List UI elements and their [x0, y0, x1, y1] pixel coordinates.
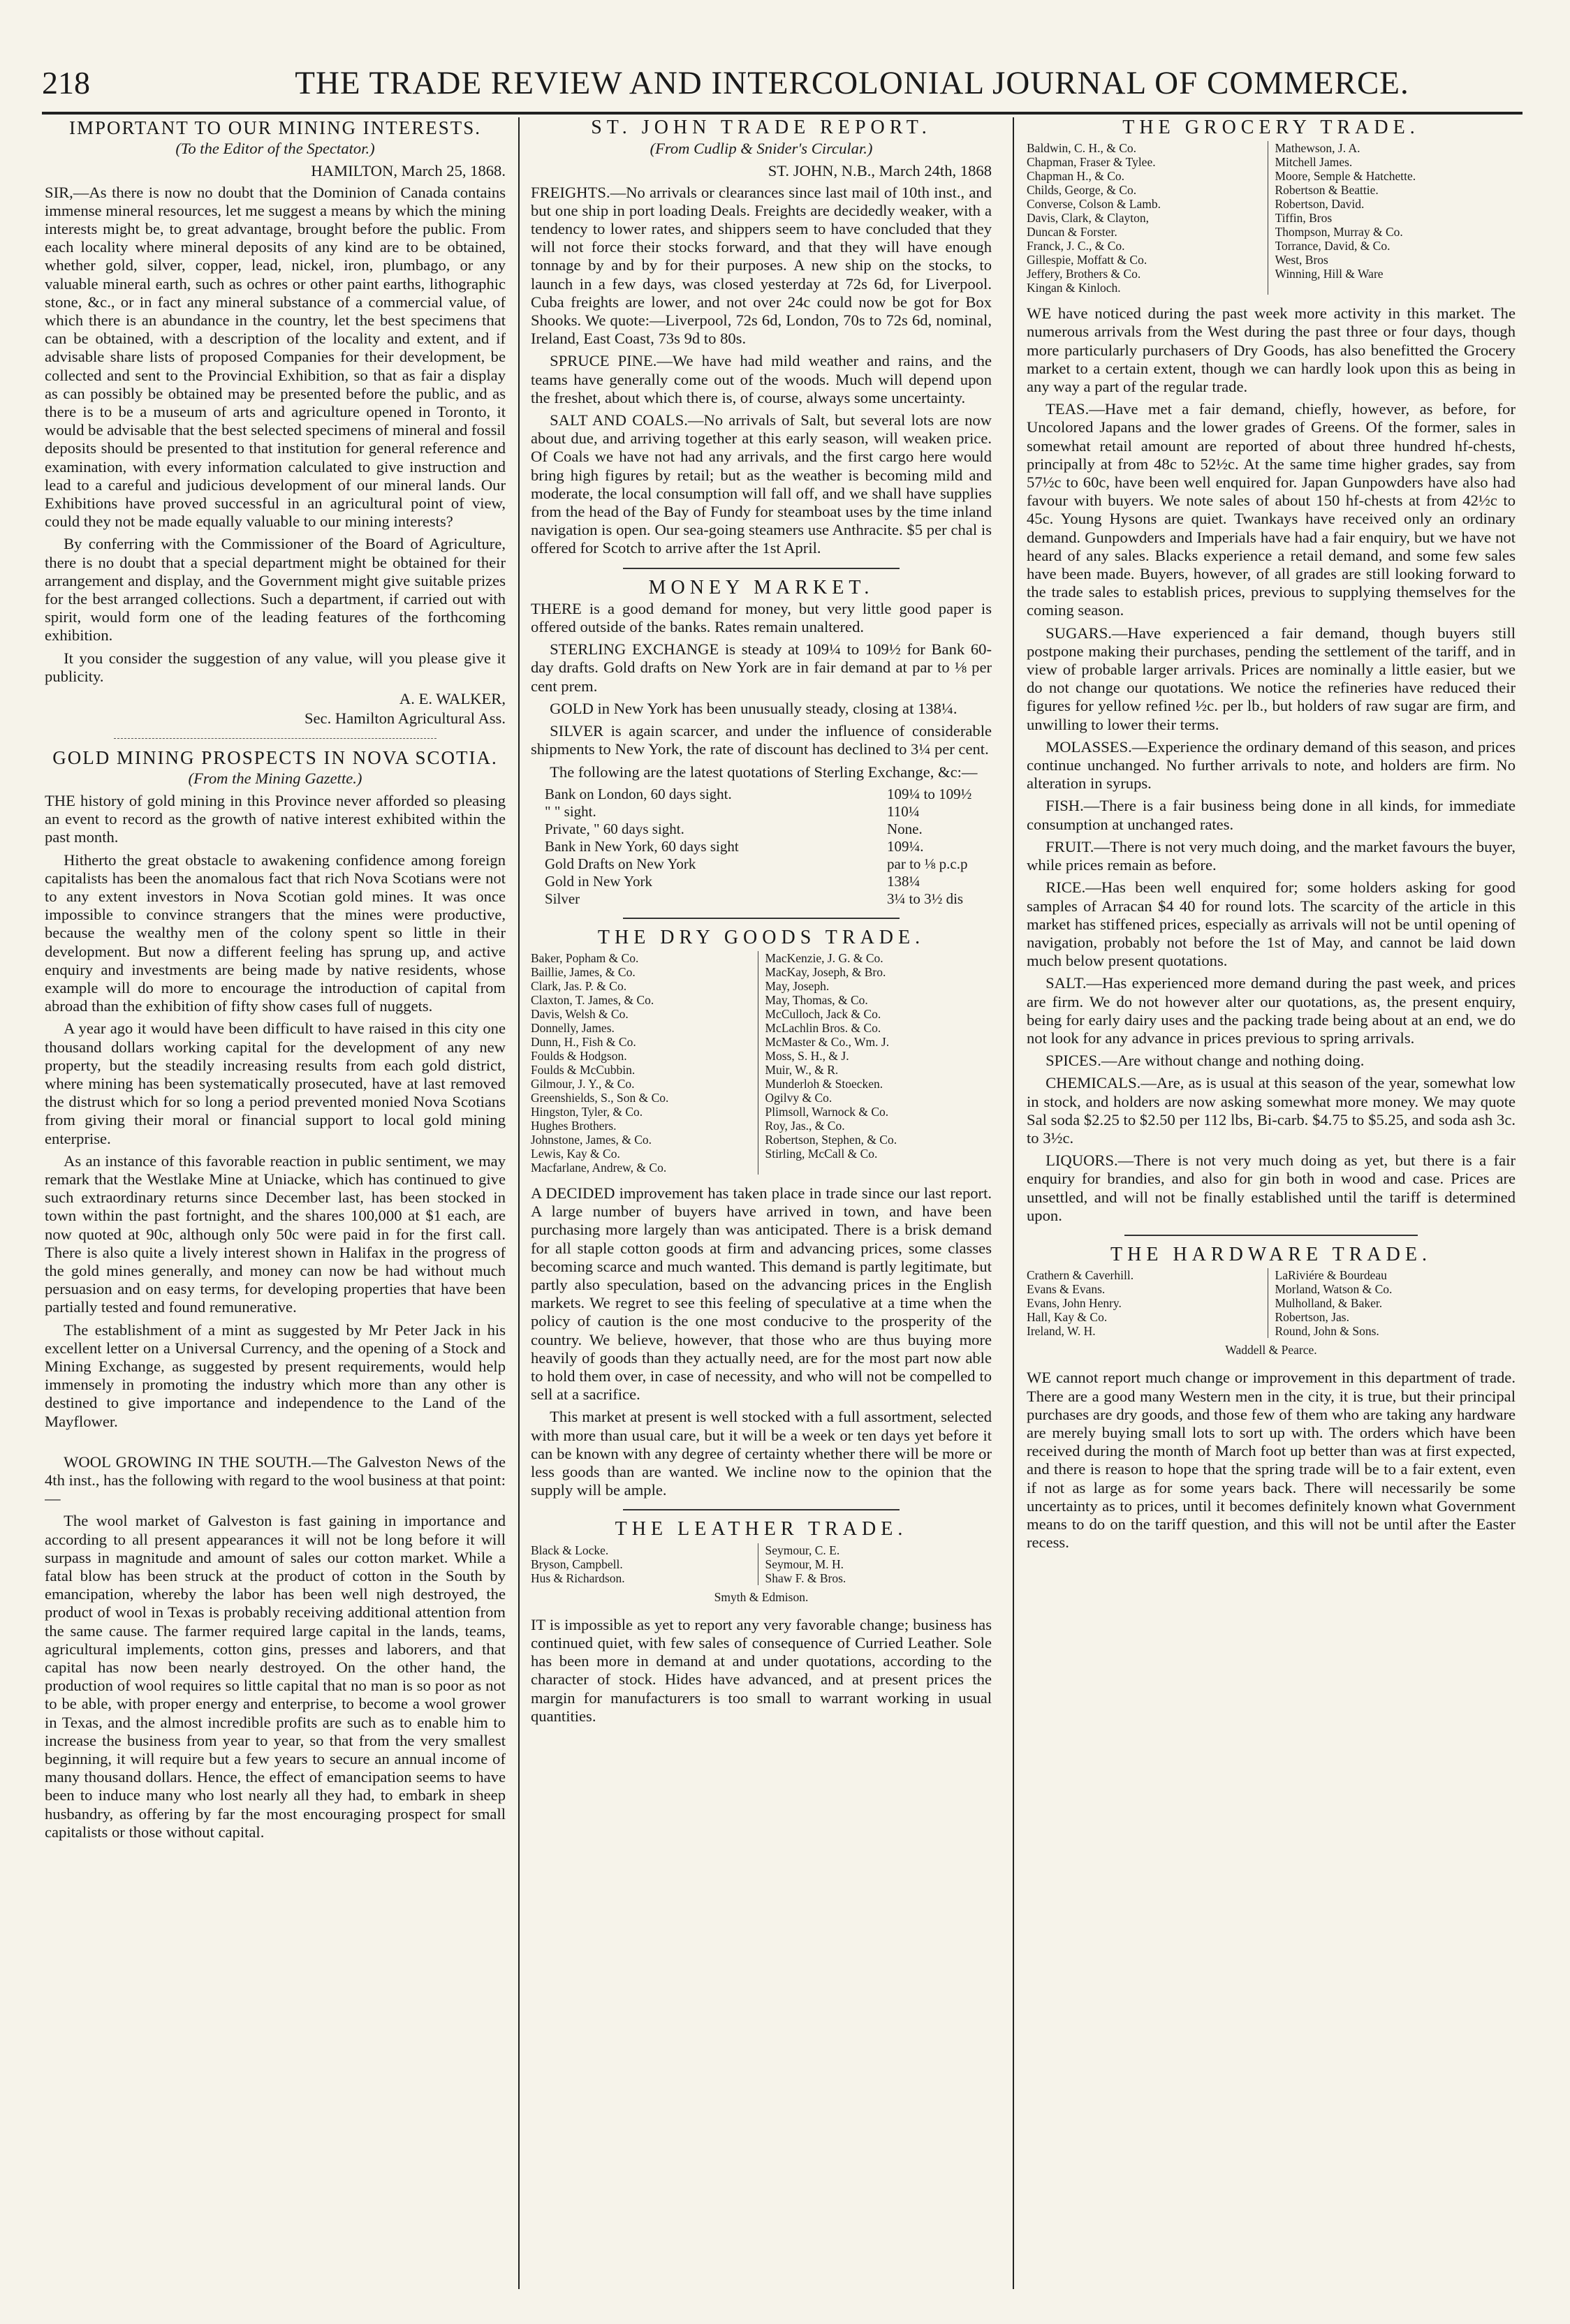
firm-name: Chapman, Fraser & Tylee.: [1027, 155, 1156, 170]
firm-list-left: [1027, 141, 1268, 295]
mining-signature-title: Sec. Hamilton Agricultural Ass.: [304, 709, 506, 728]
gold-paragraph: The establishment of a mint as suggested by Mr Peter Jack in his excellent letter on a Universal Currency, and the opening of a Stock and Mining Exchange, as suggested by present requirements, would help immensely in promoting the industry which more than any other is destined to give importance and independence to the Land of the Mayflower.: [45, 1321, 506, 1430]
firm-name: Torrance, David, & Co.: [1275, 239, 1391, 253]
firm-name: Moore, Semple & Hatchette.: [1275, 169, 1416, 184]
wool-paragraph: WOOL GROWING IN THE SOUTH.—The Galveston News of the 4th inst., has the following with regard to the wool business at that point:—: [45, 1452, 506, 1508]
firm-name: Muir, W., & R.: [765, 1062, 839, 1077]
grocery-firm-list: [1027, 141, 1516, 295]
column-2: [531, 119, 992, 2290]
firm-list-left: [531, 1543, 758, 1585]
firm-name: Moss, S. H., & J.: [765, 1048, 849, 1063]
firm-name: LaRiviére & Bourdeau: [1275, 1268, 1387, 1283]
firm-name: Seymour, C. E.: [765, 1543, 840, 1557]
firm-name: Hughes Brothers.: [531, 1118, 617, 1133]
stjohn-paragraph: SPRUCE PINE.—We have had mild weather and rains, and the teams have generally come out of the woods. Much will depend upon the freshet, about which there is, of course, always some uncertainty.: [531, 352, 992, 406]
hardware-trade-title: THE HARDWARE TRADE.: [1110, 1243, 1432, 1265]
quotation-row: [545, 803, 992, 821]
mining-article-source: (To the Editor of the Spectator.): [175, 140, 375, 158]
article-separator: [623, 1509, 900, 1510]
firm-list-right: [1268, 1268, 1516, 1338]
firm-name: Mulholland, & Baker.: [1275, 1296, 1383, 1311]
header-rule: [42, 112, 1523, 115]
firm-name: Shaw F. & Bros.: [765, 1571, 846, 1585]
firm-name: Hingston, Tyler, & Co.: [531, 1104, 643, 1119]
grocery-paragraph: SUGARS.—Have experienced a fair demand, though buyers still postpone making their purchases, pending the settlement of the tariff, and in view of probable larger arrivals. Prices are nominally a little easier, but we do not change our quotations. We notice the refineries have reduced their figures for yellow refined ½c. per lb., but holders of raw sugar are firm, and unwilling to lower their terms.: [1027, 624, 1516, 733]
firm-name: Foulds & McCubbin.: [531, 1062, 636, 1077]
quotation-value: par to ⅛ p.c.p: [887, 855, 968, 872]
money-paragraph: THERE is a good demand for money, but very little good paper is offered outside of the banks. Rates remain unaltered.: [531, 599, 992, 636]
firm-name: Morland, Watson & Co.: [1275, 1282, 1393, 1297]
firm-name: McMaster & Co., Wm. J.: [765, 1034, 890, 1049]
dry-goods-title: THE DRY GOODS TRADE.: [597, 926, 925, 948]
firm-name: MacKay, Joseph, & Bro.: [765, 964, 886, 979]
gold-paragraph: A year ago it would have been difficult to have raised in this city one thousand dollars working capital for the development of any new property, but the steadily increasing results from each gold district, where mining has been systematically prosecuted, have at last removed the distrust which for so long a period prevented monied Nova Scotians from giving their moral or financial support to local gold mining enterprise.: [45, 1020, 506, 1147]
mining-article-title: IMPORTANT TO OUR MINING INTERESTS.: [69, 119, 481, 138]
money-paragraph: GOLD in New York has been unusually steady, closing at 138¼.: [550, 699, 958, 717]
firm-name: Kingan & Kinloch.: [1027, 281, 1121, 295]
firm-name: Mitchell James.: [1275, 155, 1353, 170]
column-3: [1027, 119, 1516, 2290]
firm-name: Round, John & Sons.: [1275, 1324, 1379, 1339]
firm-name: Evans & Evans.: [1027, 1282, 1106, 1297]
grocery-paragraph: LIQUORS.—There is not very much doing as yet, but there is a fair enquiry for brandies, and also for gin both in wood and case. Prices are unsettled, and will not be finally established until the tariff is determined upon.: [1027, 1152, 1516, 1224]
firm-name: Ireland, W. H.: [1027, 1324, 1096, 1339]
gold-paragraph: Hitherto the great obstacle to awakening confidence among foreign capitalists has been the anomalous fact that rich Nova Scotians were not to any extent investors in Nova Scotian gold mines. It was once impossible to convince strangers that the mines were productive, because the wealthy men of the colony spent so little in their development. But now a different feeling has sprung up, and active enquiry and investments are being made by native residents, whose example will do more to encourage the introduction of capital from abroad than the exhibition of fifty show cases full of nuggets.: [45, 851, 506, 1015]
firm-name: Gillespie, Moffatt & Co.: [1027, 253, 1147, 267]
mining-article-dateline: HAMILTON, March 25, 1868.: [311, 162, 506, 180]
firm-name: Baillie, James, & Co.: [531, 964, 636, 979]
firm-name: Macfarlane, Andrew, & Co.: [531, 1160, 667, 1175]
firm-name: Winning, Hill & Ware: [1275, 267, 1384, 281]
quotation-label: Bank in New York, 60 days sight: [545, 837, 739, 855]
firm-name: Ogilvy & Co.: [765, 1090, 832, 1105]
quotation-value: None.: [887, 820, 923, 837]
column-rule-1: [518, 117, 520, 2289]
firm-name: Roy, Jas., & Co.: [765, 1118, 845, 1133]
grocery-trade-title: THE GROCERY TRADE.: [1122, 119, 1420, 138]
firm-name: Chapman H., & Co.: [1027, 169, 1124, 184]
quotation-row: [545, 821, 992, 838]
dry-goods-paragraph: A DECIDED improvement has taken place in trade since our last report. A large number of buyers have arrived in town, and have been purchasing more largely than was anticipated. There is a brisk demand for all staple cotton goods at firm and advancing prices, some classes becoming scarce and much wanted. This demand is partly legitimate, but partly also speculation, based on the advancing prices in the English markets. We regret to see this feeling of speculative at a time when the policy of caution is the one most conducive to the prosperity of the country. We believe, however, that those who are thus buying more heavily of goods than they actually need, are for the most part now able to hold them over, in case of necessity, and who will not be compelled to sell at a sacrifice.: [531, 1184, 992, 1404]
firm-list-right: [758, 1543, 992, 1585]
firm-name: Greenshields, S., Son & Co.: [531, 1090, 669, 1105]
quotation-label: Gold Drafts on New York: [545, 855, 696, 872]
hardware-firm-list: [1027, 1268, 1516, 1338]
firm-name: Claxton, T. James, & Co.: [531, 992, 654, 1007]
firm-name: Dunn, H., Fish & Co.: [531, 1034, 636, 1049]
quotation-row: [545, 890, 992, 908]
firm-name: Jeffery, Brothers & Co.: [1027, 267, 1141, 281]
quotation-row: [545, 838, 992, 855]
quotation-label: Gold in New York: [545, 872, 653, 890]
mining-signature-name: A. E. WALKER,: [399, 690, 506, 708]
stjohn-report-dateline: ST. JOHN, N.B., March 24th, 1868: [768, 162, 992, 180]
firm-name: Stirling, McCall & Co.: [765, 1146, 878, 1161]
firm-name: Davis, Welsh & Co.: [531, 1006, 629, 1021]
quotation-label: Bank on London, 60 days sight.: [545, 785, 732, 802]
firm-name: Donnelly, James.: [531, 1020, 615, 1035]
stjohn-report-source: (From Cudlip & Snider's Circular.): [650, 140, 873, 158]
firm-name: Converse, Colson & Lamb.: [1027, 197, 1161, 212]
firm-name: Robertson & Beattie.: [1275, 183, 1379, 198]
money-paragraph: STERLING EXCHANGE is steady at 109¼ to 109½ for Bank 60-day drafts. Gold drafts on New York are in fair demand at par to ⅛ per cent prem.: [531, 640, 992, 695]
firm-name: Hus & Richardson.: [531, 1571, 625, 1585]
page-number: 218: [42, 65, 90, 101]
stjohn-paragraph: SALT AND COALS.—No arrivals of Salt, but several lots are now about due, and arriving together at this early season, will weaken price. Of Coals we have not had any arrivals, and the first cargo here would bring high figures by retail; but as the weather is becoming mild and moderate, the local consumption will fall off, and we shall have supplies from the head of the Bay of Fundy for steamboat uses by the time inland navigation is open. Our sea-going steamers use Anthracite. $5 per chal is offered for Scotch to arrive after the 1st April.: [531, 411, 992, 557]
stjohn-report-title: ST. JOHN TRADE REPORT.: [591, 119, 932, 138]
grocery-paragraph: FRUIT.—There is not very much doing, and the market favours the buyer, while prices remain as before.: [1027, 837, 1516, 874]
grocery-paragraph: MOLASSES.—Experience the ordinary demand of this season, and prices continue unchanged. No further arrivals to note, and holders are firm. No alteration in syrups.: [1027, 737, 1516, 793]
firm-name: Hall, Kay & Co.: [1027, 1310, 1108, 1325]
article-separator: [623, 918, 900, 919]
firm-list-right: [758, 951, 992, 1175]
firm-name: Lewis, Kay & Co.: [531, 1146, 620, 1161]
firm-name: Baker, Popham & Co.: [531, 950, 639, 965]
firm-name: West, Bros: [1275, 253, 1328, 267]
firm-name: Munderloh & Stoecken.: [765, 1076, 883, 1091]
firm-name: Tiffin, Bros: [1275, 211, 1333, 226]
quotation-value: 110¼: [887, 802, 920, 820]
gold-paragraph: THE history of gold mining in this Province never afforded so pleasing an event to record as the growth of native interest exhibited within the past month.: [45, 791, 506, 846]
firm-list-right: [1268, 141, 1516, 295]
firm-name: Duncan & Forster.: [1027, 225, 1117, 240]
firm-list-left: [1027, 1268, 1268, 1338]
leather-firm-list: [531, 1543, 992, 1585]
firm-name: Smyth & Edmison.: [714, 1589, 809, 1604]
dry-goods-paragraph: This market at present is well stocked with a full assortment, selected with more than usual care, but it will be a week or ten days yet before it can be known with any degree of certainty whether there will be more or less goods than are wanted. We incline now to the opinion that the supply will be ample.: [531, 1408, 992, 1499]
quotation-value: 138¼: [887, 872, 920, 890]
firm-name: Black & Locke.: [531, 1543, 609, 1557]
firm-name: Bryson, Campbell.: [531, 1557, 623, 1571]
gold-paragraph: As an instance of this favorable reaction in public sentiment, we may remark that the Westlake Mine at Uniacke, which has continued to give such extraordinary returns since December last, has been stocked in town within the past fortnight, and the shares 100,000 at $1 each, are now quoted at 90c, although only 50c were paid in for the first call. There is also quite a lively interest shown in Halifax in the progress of the gold mines generally, and money can now be had without much persuasion and on easy terms, for developing properties that have been partially tested and found remunerative.: [45, 1152, 506, 1316]
column-1: [45, 119, 506, 2290]
quotation-label: " " sight.: [545, 802, 596, 820]
gold-article-title: GOLD MINING PROSPECTS IN NOVA SCOTIA.: [52, 747, 498, 768]
firm-name: Evans, John Henry.: [1027, 1296, 1122, 1311]
grocery-paragraph: RICE.—Has been well enquired for; some holders asking for good samples of Arracan $4 40 for round lots. The scarcity of the article in this market has stiffened prices, especially as arrivals will not be until opening of navigation, probably not before the 1st of May, and cannot be laid down much below present quotations.: [1027, 878, 1516, 970]
firm-name: Seymour, M. H.: [765, 1557, 844, 1571]
quotation-value: 109¼.: [887, 837, 924, 855]
firm-name: Johnstone, James, & Co.: [531, 1132, 652, 1147]
firm-name: Mathewson, J. A.: [1275, 141, 1360, 156]
mining-paragraph: SIR,—As there is now no doubt that the Dominion of Canada contains immense mineral resources, let me suggest a means by which the mining interests might be, to great advantage, brought before the public. From each locality where mineral deposits of any kind are to be obtained, whether gold, silver, copper, lead, nickel, iron, plumbago, or any valuable mineral earth, such as ochres or other paint earths, lithographic stone, &c., or in fact any mineral substance of a commercial value, of which there is an abundance in the country, let the best specimens that can be obtained, with a description of the locality and extent, and if advisable share lists of proposed Companies for their development, be collected and sent to the Provincial Exhibition, so that as fair a display as can possibly be obtained may be presented before the public, and as there is to be a museum of arts and agriculture opened in Toronto, it would be advisable that the best selected specimens of mineral and fossil deposits should be presented to that institution for general reference and examination, with every information calculated to give instruction and lead to a careful and judicious development of our mineral lands. Our Exhibitions have proved successful in an agricultural point of view, could they not be made equally valuable to our mining interests?: [45, 183, 506, 531]
quotation-value: 3¼ to 3½ dis: [887, 890, 964, 907]
dry-goods-firm-list: [531, 951, 992, 1175]
quotation-row: [545, 873, 992, 890]
firm-name: Robertson, David.: [1275, 197, 1365, 212]
grocery-paragraph: CHEMICALS.—Are, as is usual at this season of the year, somewhat low in stock, and holders are now asking somewhat more money. We may quote Sal soda $2.25 to $2.50 per 112 lbs, Bi-carb. $4.75 to $5.25, and soda ash 3c. to 3½c.: [1027, 1074, 1516, 1147]
money-paragraph: The following are the latest quotations of Sterling Exchange, &c:—: [550, 763, 978, 781]
quotation-value: 109¼ to 109½: [887, 785, 972, 802]
stjohn-paragraph: FREIGHTS.—No arrivals or clearances since last mail of 10th inst., and but one ship in port loading Deals. Freights are decidedly weaker, with a tendency to lower rates, and shippers seem to have concluded that they will not force their stocks forward, and that they will have enough tonnage by and by for their purposes. A new ship on the stocks, to launch in a few days, was closed yesterday at 72s 6d, for Liverpool. Cuba freights are lower, and not over 24c could now be got for Box Shooks. We quote:—Liverpool, 72s 6d, London, 70s to 72s 6d, nominal, Ireland, East Coast, 73s 9d to 80s.: [531, 183, 992, 348]
firm-name: May, Joseph.: [765, 978, 830, 993]
article-separator: [1124, 1235, 1418, 1236]
firm-name: Waddell & Pearce.: [1225, 1343, 1317, 1358]
firm-name: Crathern & Caverhill.: [1027, 1268, 1134, 1283]
firm-name: May, Thomas, & Co.: [765, 992, 868, 1007]
mining-paragraph: It you consider the suggestion of any value, will you please give it publicity.: [45, 649, 506, 685]
grocery-paragraph: WE have noticed during the past week more activity in this market. The numerous arrivals from the West during the past three or four days, though more particularly purchasers of Dry Goods, has also benefitted the Grocery market to a certain extent, though we can hardly look upon this as being in any way a part of the regular trade.: [1027, 304, 1516, 396]
article-separator: [623, 568, 900, 569]
money-paragraph: SILVER is again scarcer, and under the influence of considerable shipments to New York, the rate of discount has declined to 3¼ per cent.: [531, 722, 992, 758]
exchange-quotations: [545, 786, 992, 908]
firm-name: Thompson, Murray & Co.: [1275, 225, 1403, 240]
gold-article-source: (From the Mining Gazette.): [188, 769, 362, 787]
page-header: [42, 64, 1523, 106]
quotation-label: Private, " 60 days sight.: [545, 820, 684, 837]
grocery-paragraph: SPICES.—Are without change and nothing doing.: [1046, 1052, 1365, 1070]
grocery-paragraph: FISH.—There is a fair business being done in all kinds, for immediate consumption at unchanged rates.: [1027, 797, 1516, 833]
firm-name: McCulloch, Jack & Co.: [765, 1006, 881, 1021]
firm-name: Foulds & Hodgson.: [531, 1048, 627, 1063]
firm-name: Franck, J. C., & Co.: [1027, 239, 1125, 253]
firm-name: Clark, Jas. P. & Co.: [531, 978, 627, 993]
running-head: THE TRADE REVIEW AND INTERCOLONIAL JOURNAL OF COMMERCE.: [295, 65, 1409, 101]
hardware-paragraph: WE cannot report much change or improvement in this department of trade. There are a good many Western men in the city, it is true, but their principal purchases are dry goods, and those few of them who are taking any hardware are merely buying small lots to sort up with. The orders which have been received during the month of March foot up better than was at first expected, and there is reason to hope that the spring trade will be to a fair extent, even if not as large as for some years back. There will necessarily be some uncertainty as to prices, until it becomes definitely known what Government means to do on the tariff question, and this will not be until after the Easter recess.: [1027, 1369, 1516, 1552]
firm-list-left: [531, 951, 758, 1175]
leather-paragraph: IT is impossible as yet to report any very favorable change; business has continued quiet, with few sales of consequence of Curried Leather. Sole has been more in demand at and under quotations, according to the character of stock. Hides have advanced, and at present prices the margin for manufacturers is too small to warrant working in usual quantities.: [531, 1615, 992, 1725]
firm-name: Robertson, Stephen, & Co.: [765, 1132, 897, 1147]
grocery-paragraph: SALT.—Has experienced more demand during the past week, and prices are firm. We do not however alter our quotations, as, the present enquiry, being for early dairy uses and the packing trade being about at an end, we do not look for any advance in prices previous to spring arrivals.: [1027, 974, 1516, 1047]
quotation-label: Silver: [545, 890, 580, 907]
money-market-title: MONEY MARKET.: [648, 576, 874, 598]
column-rule-2: [1013, 117, 1014, 2289]
grocery-paragraph: TEAS.—Have met a fair demand, chiefly, however, as before, for Uncolored Japans and the lower grades of Greens. Of the former, sales in somewhat retail amount are reported of about three hundred hf-chests, principally at from 48c to 52½c. At the same time higher grades, say from 57½c to 60c, have been well enquired for. Japan Gunpowders have also had favour with buyers. We note sales of about 150 hf-chests at from 42½c to 45c. Young Hysons are quiet. Twankays have received only an ordinary demand. Gunpowders and Imperials have had a fair enquiry, but we have not heard of any sales. Blacks experience a retail demand, and some few sales have been made. Buyers, however, of all grades are still looking forward to the trade sales to establish prices, previous to supplying themselves for the coming season.: [1027, 400, 1516, 619]
firm-name: Gilmour, J. Y., & Co.: [531, 1076, 635, 1091]
firm-name: Plimsoll, Warnock & Co.: [765, 1104, 889, 1119]
firm-name: Robertson, Jas.: [1275, 1310, 1349, 1325]
firm-name: McLachlin Bros. & Co.: [765, 1020, 881, 1035]
quotation-row: [545, 786, 992, 803]
leather-trade-title: THE LEATHER TRADE.: [615, 1518, 908, 1540]
firm-name: MacKenzie, J. G. & Co.: [765, 950, 883, 965]
firm-name: Davis, Clark, & Clayton,: [1027, 211, 1149, 226]
firm-name: Baldwin, C. H., & Co.: [1027, 141, 1137, 156]
firm-name: Childs, George, & Co.: [1027, 183, 1137, 198]
quotation-row: [545, 855, 992, 873]
article-separator: [114, 738, 436, 739]
wool-paragraph: The wool market of Galveston is fast gaining in importance and according to all present appearances it will not be long before it will surpass in magnitude and amount of sales our cotton market. While a fatal blow has been struck at the product of cotton in the South by emancipation, whereby the labor has been well nigh destroyed, the product of wool in Texas is probably receiving additional attention from the same cause. The farmer required large capital in the lands, teams, agricultural implements, cotton gins, presses and laborers, and that capital has now been nearly destroyed. On the other hand, the production of wool requires so little capital that no man is so poor as not to be able, with proper energy and enterprise, to become a wool grower in Texas, and the almost incredible profits are such as to enable him to increase the business from year to year, so that from the very smallest beginning, it will require but a few years to secure an annual income of many thousand dollars. Hence, the effect of emancipation seems to have been to induce many who lost nearly all they had, to embark in sheep husbandry, as offering by far the most encouraging prospect for small capitalists or those without capital.: [45, 1512, 506, 1841]
mining-paragraph: By conferring with the Commissioner of the Board of Agriculture, there is no doubt that a special department might be obtained for their arrangement and display, and the Government might give suitable prizes for the best arranged collections. Such a department, if carried out with spirit, would form one of the leading features of the forthcoming exhibition.: [45, 535, 506, 645]
